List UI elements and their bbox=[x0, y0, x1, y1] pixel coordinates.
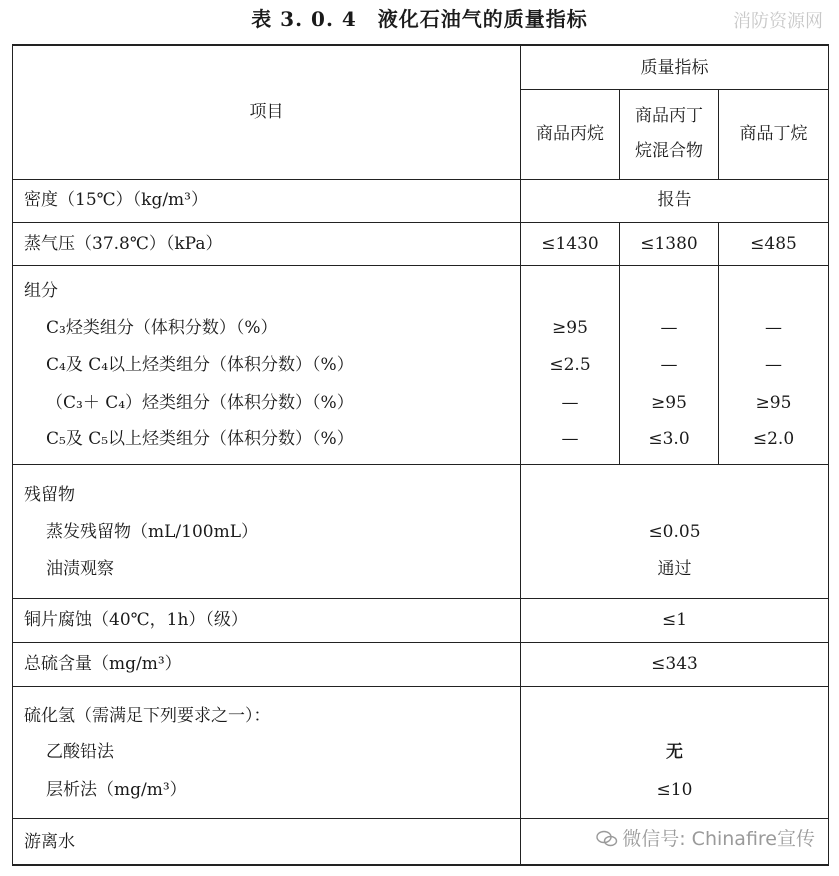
vapor-label: 蒸气压（37.8℃）（kPa） bbox=[24, 234, 223, 254]
table-top-border bbox=[12, 44, 829, 46]
composition-row-label: C₅及 C₅以上烃类组分（体积分数）（%） bbox=[46, 429, 354, 449]
rule-under-h2s bbox=[12, 818, 829, 819]
residue-label: 残留物 bbox=[24, 485, 75, 505]
chromatography-label: 层析法（mg/m³） bbox=[46, 780, 187, 800]
composition-row-value-butane: ≤2.0 bbox=[752, 429, 795, 449]
rule-under-header bbox=[12, 179, 829, 180]
composition-row-value-mix: — bbox=[660, 318, 678, 338]
vapor-value-propane: ≤1430 bbox=[541, 234, 599, 254]
watermark-top: 消防资源网 bbox=[733, 11, 823, 32]
vapor-value-mix: ≤1380 bbox=[640, 234, 698, 254]
lead-acetate-value: 无 bbox=[666, 742, 683, 762]
oil-stain-label: 油渍观察 bbox=[46, 559, 114, 579]
h2s-label: 硫化氢（需满足下列要求之一）： bbox=[24, 706, 271, 726]
density-label: 密度（15℃）（kg/m³） bbox=[24, 190, 208, 210]
total-sulfur-value: ≤343 bbox=[651, 654, 698, 674]
copper-corrosion-value: ≤1 bbox=[661, 610, 688, 630]
rule-under-composition bbox=[12, 464, 829, 465]
table-bottom-border bbox=[12, 864, 829, 866]
watermark-bottom bbox=[592, 824, 815, 854]
rule-under-quality-header bbox=[520, 89, 829, 90]
composition-row-value-butane: — bbox=[765, 318, 782, 338]
density-value: 报告 bbox=[657, 190, 692, 210]
table-left-border bbox=[12, 44, 13, 866]
composition-row-value-propane: ≤2.5 bbox=[549, 355, 591, 375]
composition-row-value-propane: ≥95 bbox=[552, 318, 588, 338]
composition-row-value-mix: — bbox=[660, 355, 678, 375]
table-title: 表 3. 0. 4 液化石油气的质量指标 bbox=[251, 7, 588, 31]
composition-row-value-mix: ≤3.0 bbox=[648, 429, 690, 449]
rule-under-copper bbox=[12, 642, 829, 643]
evaporation-residue-value: ≤0.05 bbox=[648, 522, 701, 542]
evaporation-residue-label: 蒸发残留物（mL/100mL） bbox=[46, 522, 258, 542]
lead-acetate-label: 乙酸铅法 bbox=[46, 742, 114, 762]
composition-row-label: （C₃＋ C₄）烃类组分（体积分数）（%） bbox=[46, 393, 354, 413]
header-quality: 质量指标 bbox=[640, 58, 709, 78]
header-commercial-propane: 商品丙烷 bbox=[536, 124, 604, 144]
composition-row-label: C₄及 C₄以上烃类组分（体积分数）（%） bbox=[46, 355, 354, 375]
table-right-border bbox=[828, 44, 829, 866]
vapor-value-butane: ≤485 bbox=[750, 234, 797, 254]
composition-row-value-propane: — bbox=[561, 393, 579, 413]
header-item: 项目 bbox=[249, 102, 284, 122]
chromatography-value: ≤10 bbox=[656, 780, 693, 800]
free-water-label: 游离水 bbox=[24, 832, 75, 852]
header-commercial-butane: 商品丁烷 bbox=[739, 124, 808, 144]
composition-label: 组分 bbox=[24, 281, 58, 301]
composition-row-value-propane: — bbox=[561, 429, 579, 449]
header-propane-butane-mix-line2: 烷混合物 bbox=[635, 141, 703, 161]
rule-under-residue bbox=[12, 598, 829, 599]
rule-under-vapor bbox=[12, 265, 829, 266]
oil-stain-value: 通过 bbox=[657, 559, 692, 579]
rule-under-density bbox=[12, 222, 829, 223]
rule-col1-col2-header bbox=[619, 89, 620, 179]
total-sulfur-label: 总硫含量（mg/m³） bbox=[24, 654, 182, 674]
header-propane-butane-mix-line1: 商品丙丁 bbox=[635, 106, 703, 126]
composition-row-value-mix: ≥95 bbox=[651, 393, 687, 413]
watermark-bottom-text: 微信号: Chinafire宣传 bbox=[622, 828, 815, 850]
composition-row-value-butane: ≥95 bbox=[755, 393, 792, 413]
composition-row-label: C₃烃类组分（体积分数）（%） bbox=[46, 318, 278, 338]
copper-corrosion-label: 铜片腐蚀（40℃，1h）（级） bbox=[24, 610, 248, 630]
composition-row-value-butane: — bbox=[765, 355, 782, 375]
wechat-icon bbox=[596, 830, 618, 848]
rule-under-sulfur bbox=[12, 686, 829, 687]
